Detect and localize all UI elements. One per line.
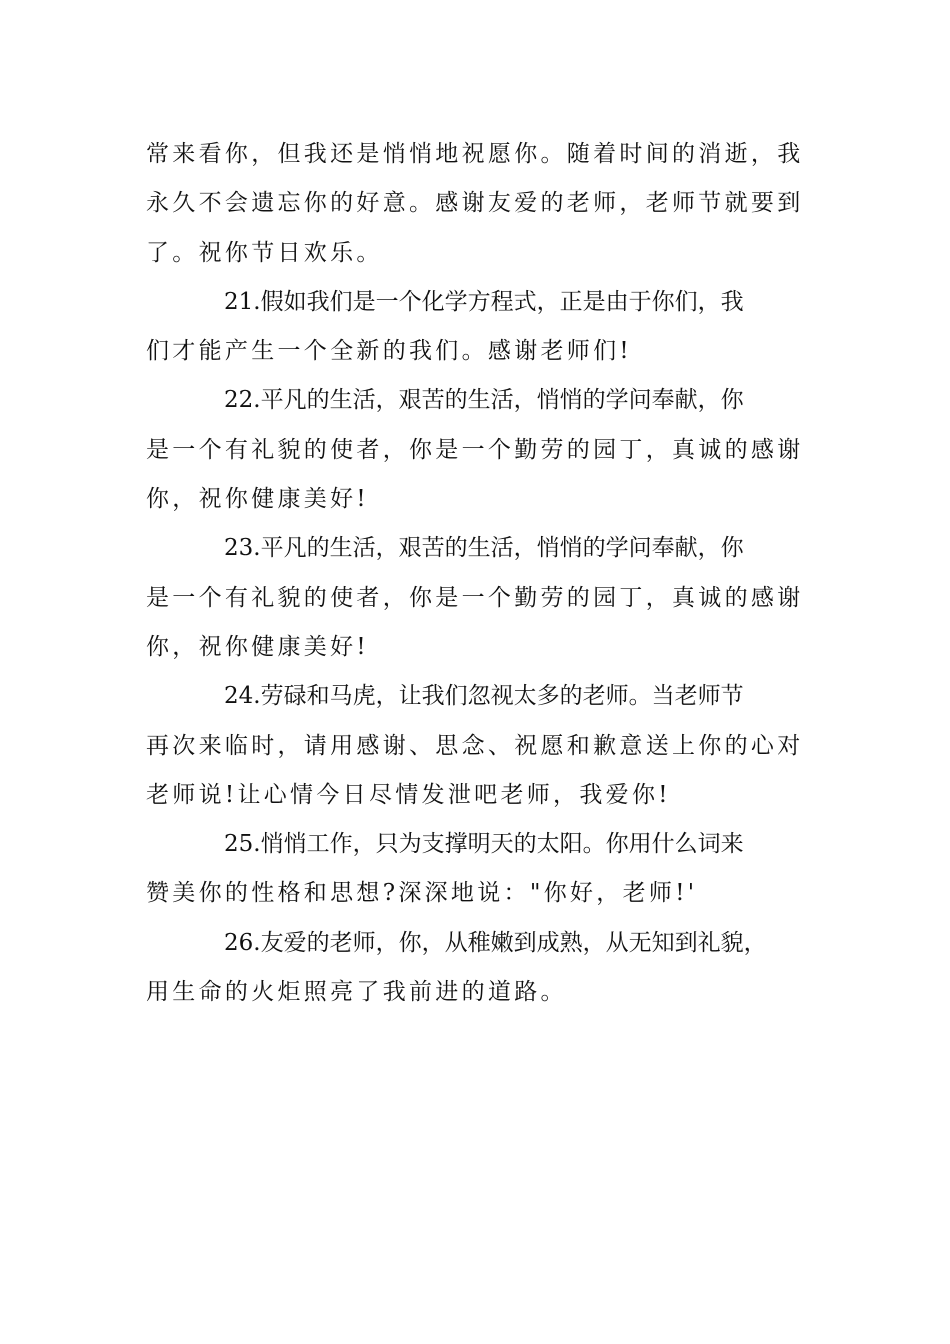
text-line: 24.劳碌和马虎，让我们忽视太多的老师。当老师节 <box>224 683 744 710</box>
text-line: 22.平凡的生活，艰苦的生活，悄悄的学问奉献，你 <box>224 387 744 414</box>
text-line: 用生命的火炬照亮了我前进的道路。 <box>146 979 567 1006</box>
text-line: 是一个有礼貌的使者，你是一个勤劳的园丁，真诚的感谢 <box>146 436 804 463</box>
text-line: 们才能产生一个全新的我们。感谢老师们! <box>146 338 632 365</box>
text-line: 21.假如我们是一个化学方程式，正是由于你们，我 <box>224 288 744 315</box>
text-line: 你，祝你健康美好! <box>146 633 369 660</box>
paragraph-item-26 <box>146 919 808 1018</box>
paragraph-item-23 <box>146 524 808 672</box>
text-line: 再次来临时，请用感谢、思念、祝愿和歉意送上你的心对 <box>146 732 804 759</box>
text-line: 是一个有礼貌的使者，你是一个勤劳的园丁，真诚的感谢 <box>146 584 804 611</box>
text-line: 常来看你，但我还是悄悄地祝愿你。随着时间的消逝，我 <box>146 141 804 167</box>
text-line: 了。祝你节日欢乐。 <box>146 239 383 266</box>
paragraph-item-21 <box>146 278 808 377</box>
paragraph-item-25 <box>146 820 808 919</box>
paragraph-item-24 <box>146 672 808 820</box>
text-line: 25.悄悄工作，只为支撑明天的太阳。你用什么词来 <box>224 831 744 858</box>
document-body <box>146 130 808 1017</box>
text-line: 23.平凡的生活，艰苦的生活，悄悄的学问奉献，你 <box>224 535 744 562</box>
text-line: 你，祝你健康美好! <box>146 486 369 513</box>
text-line: 老师说!让心情今日尽情发泄吧老师，我爱你! <box>146 781 671 808</box>
text-line: 26.友爱的老师，你，从稚嫩到成熟，从无知到礼貌， <box>224 929 767 956</box>
text-line: 赞美你的性格和思想?深深地说："你好，老师!' <box>146 880 698 907</box>
text-line: 永久不会遗忘你的好意。感谢友爱的老师，老师节就要到 <box>146 190 804 217</box>
paragraph-continuation <box>146 130 808 278</box>
paragraph-item-22 <box>146 376 808 524</box>
